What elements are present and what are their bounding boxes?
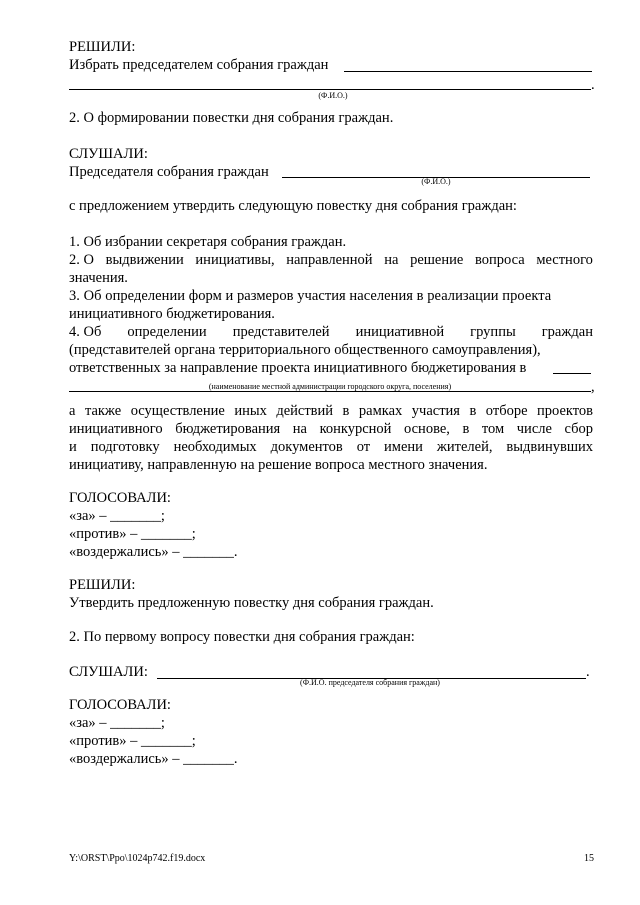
vote-against: «против» – _______;	[69, 526, 196, 542]
fio-caption: (Ф.И.О.)	[318, 91, 348, 100]
chair-label: Председателя собрания граждан	[69, 164, 269, 180]
vote-heading-2: ГОЛОСОВАЛИ:	[69, 697, 171, 713]
word: направленной	[286, 252, 373, 268]
line-end-period-2: .	[586, 664, 590, 680]
elect-chair-text: Избрать председателем собрания граждан	[69, 57, 329, 73]
word: инициативной	[355, 324, 445, 340]
word: группы	[470, 324, 516, 340]
also-line-3: и подготовку необходимых документов от имени жителей, выдвинувших	[69, 439, 593, 455]
word: граждан	[541, 324, 593, 340]
vote-for: «за» – _______;	[69, 508, 165, 524]
word: 2. О	[69, 252, 94, 268]
chair-name-blank-line-2	[69, 89, 591, 90]
chair-name-blank-line	[344, 71, 592, 72]
agenda-point-2-line-1	[69, 251, 593, 269]
proposal-text: с предложением утвердить следующую повестку дня собрания граждан:	[69, 198, 517, 214]
vote-for-2: «за» – _______;	[69, 715, 165, 731]
word: инициативы,	[195, 252, 275, 268]
word: представителей	[232, 324, 330, 340]
listened-heading: СЛУШАЛИ:	[69, 146, 148, 162]
fio-caption-2: (Ф.И.О.)	[421, 177, 451, 186]
also-line-4: инициативу, направленную на решение вопроса местного значения.	[69, 457, 488, 473]
also-line-1: а также осуществление иных действий в рамках участия в отборе проектов	[69, 403, 593, 419]
page-number: 15	[584, 853, 594, 864]
decided-heading-2: РЕШИЛИ:	[69, 577, 136, 593]
word: вопроса	[474, 252, 525, 268]
agenda-item-heading: 2. О формировании повестки дня собрания граждан.	[69, 110, 394, 126]
agenda-point-4-line-3: ответственных за направление проекта инициативного бюджетирования в	[69, 360, 527, 376]
vote-abstained: «воздержались» – _______.	[69, 544, 238, 560]
word: выдвижении	[105, 252, 184, 268]
vote-abstained-2: «воздержались» – _______.	[69, 751, 238, 767]
agenda-point-3-line-2: инициативного бюджетирования.	[69, 306, 275, 322]
admin-blank-line-1	[553, 373, 591, 374]
word: на	[384, 252, 399, 268]
decided-heading: РЕШИЛИ:	[69, 39, 136, 55]
agenda-point-3-line-1: 3. Об определении форм и размеров участия населения в реализации проекта	[69, 288, 552, 304]
word: 4. Об	[69, 324, 102, 340]
footer-file-path: Y:\ORST\Ppo\1024p742.f19.docx	[69, 853, 206, 864]
word: решение	[410, 252, 464, 268]
chair-caption: (Ф.И.О. председателя собрания граждан)	[300, 678, 440, 687]
admin-caption: (наименование местной администрации городского округа, поселения)	[208, 382, 452, 391]
word: местного	[536, 252, 593, 268]
vote-heading: ГОЛОСОВАЛИ:	[69, 490, 171, 506]
decided-text-2: Утвердить предложенную повестку дня собрания граждан.	[69, 595, 434, 611]
first-question-heading: 2. По первому вопросу повестки дня собрания граждан:	[69, 629, 415, 645]
line-end-period: .	[591, 77, 595, 93]
line-end-comma: ,	[591, 379, 595, 395]
agenda-point-2-line-2: значения.	[69, 270, 128, 286]
listened-heading-2: СЛУШАЛИ:	[69, 664, 148, 680]
agenda-point-4-line-2: (представителей органа территориального общественного самоуправления),	[69, 342, 541, 358]
agenda-point-1: 1. Об избрании секретаря собрания граждан.	[69, 234, 347, 250]
also-line-2: инициативного бюджетирования на конкурсной основе, в том числе сбор	[69, 421, 593, 437]
vote-against-2: «против» – _______;	[69, 733, 196, 749]
word: определении	[127, 324, 207, 340]
agenda-point-4-line-1	[69, 323, 593, 341]
